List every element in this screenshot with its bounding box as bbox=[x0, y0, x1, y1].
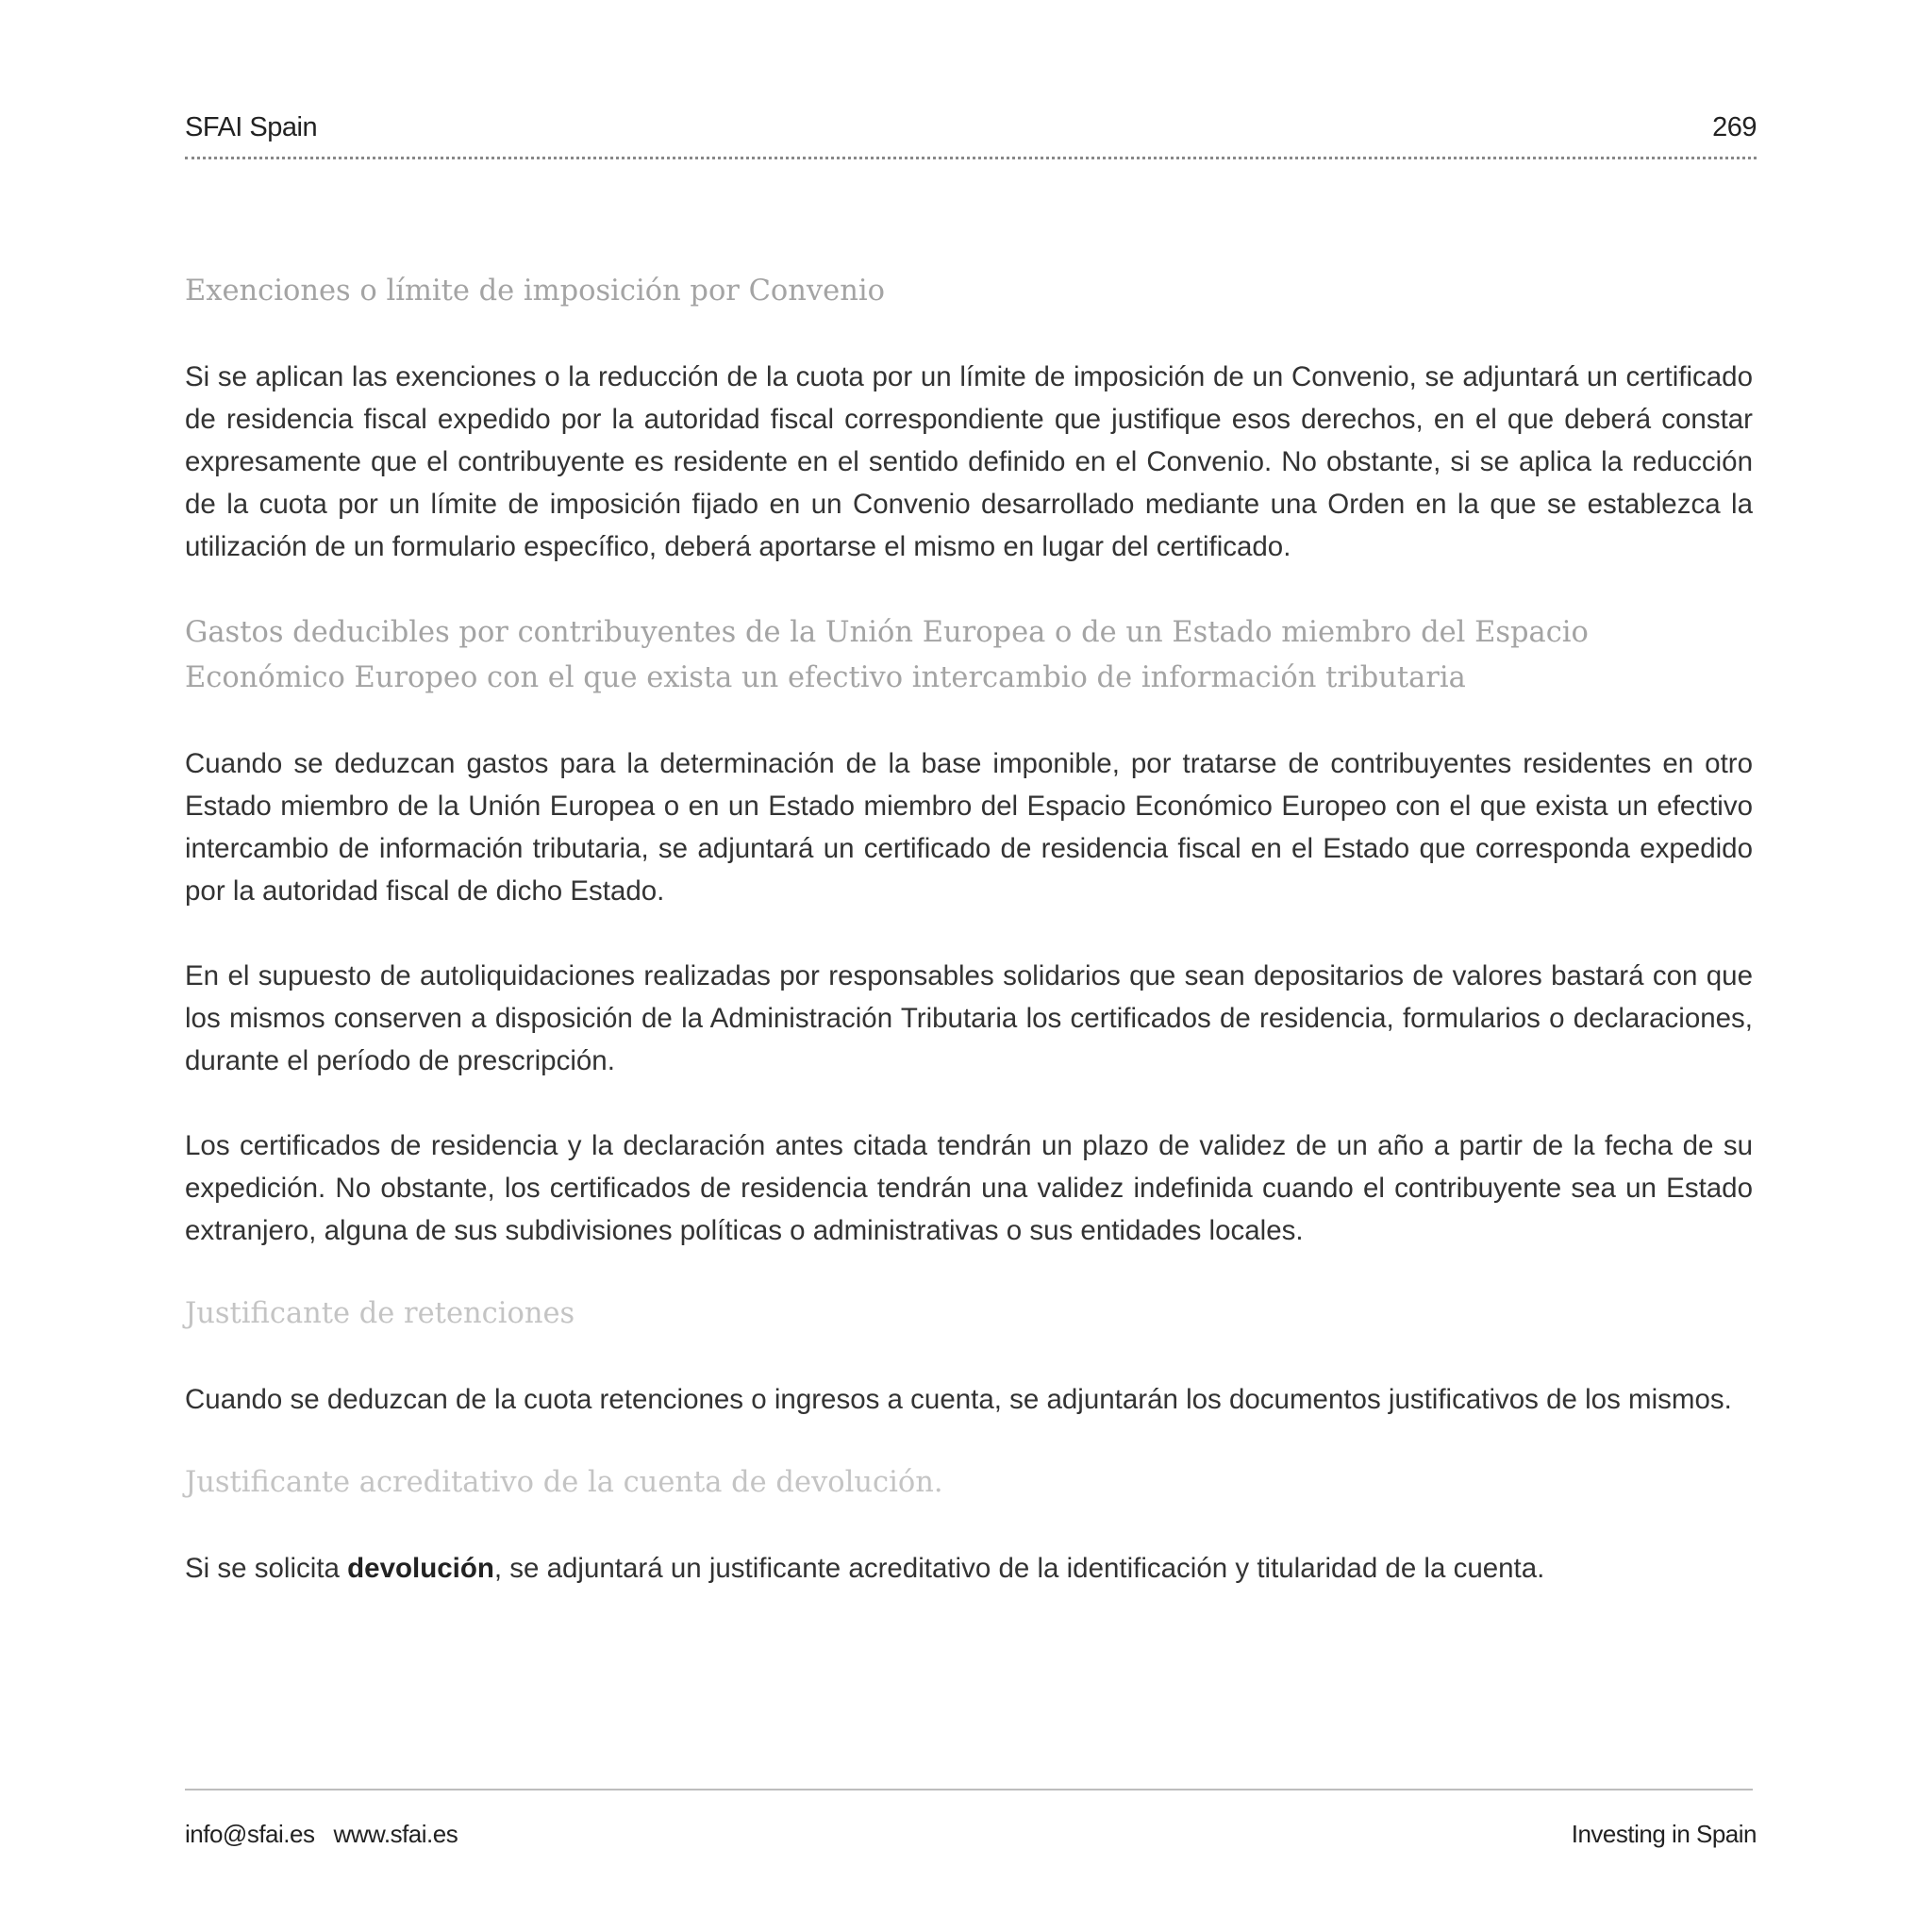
section-heading-gastos-deducibles: Gastos deducibles por contribuyentes de la Unión Europea o de un Estado miembro del Espacio Económico Europeo con el que exista un efectivo intercambio de información tributaria bbox=[185, 616, 1589, 694]
paragraph-retenciones: Cuando se deduzcan de la cuota retenciones o ingresos a cuenta, se adjuntarán los documentos justificativos de los mismos. bbox=[185, 1384, 1732, 1415]
section-heading-convenio: Exenciones o límite de imposición por Convenio bbox=[185, 275, 885, 308]
footer-contact bbox=[185, 1820, 458, 1849]
devolucion-text-end: , se adjuntará un justificante acreditativo de la identificación y titularidad de la cuenta. bbox=[493, 1553, 1545, 1584]
devolucion-bold-word: devolución bbox=[347, 1553, 494, 1584]
paragraph-devolucion bbox=[185, 1547, 1753, 1590]
page-content bbox=[185, 269, 1753, 1632]
paragraph-convenio: Si se aplican las exenciones o la reducción de la cuota por un límite de imposición de un Convenio, se adjuntará un certificado de residencia fiscal expedido por la autoridad fiscal correspondiente que justifique esos derechos, en el que deberá constar expresamente que el contribuyente es residente en el sentido definido en el Convenio. No obstante, si se aplica la reducción de la cuota por un límite de imposición fijado en un Convenio desarrollado mediante una Orden en la que se establezca la utilización de un formulario específico, deberá aportarse el mismo en lugar del certificado. bbox=[185, 361, 1753, 562]
header-divider bbox=[185, 157, 1757, 159]
footer-website: www.sfai.es bbox=[333, 1820, 458, 1848]
paragraph-gastos-3: Los certificados de residencia y la declaración antes citada tendrán un plazo de validez de un año a partir de la fecha de su expedición. No obstante, los certificados de residencia tendrán una validez indefinida cuando el contribuyente sea un Estado extranjero, alguna de sus subdivisiones políticas o administrativas o sus entidades locales. bbox=[185, 1130, 1753, 1246]
footer-divider bbox=[185, 1789, 1753, 1790]
footer-email: info@sfai.es bbox=[185, 1820, 315, 1848]
page-header bbox=[185, 106, 1757, 143]
section-heading-devolucion: Justificante acreditativo de la cuenta de devolución. bbox=[185, 1466, 943, 1499]
page-number: 269 bbox=[1712, 112, 1757, 142]
header-brand: SFAI Spain bbox=[185, 112, 318, 142]
page-footer bbox=[185, 1820, 1757, 1849]
paragraph-gastos-1: Cuando se deduzcan gastos para la determinación de la base imponible, por tratarse de contribuyentes residentes en otro Estado miembro de la Unión Europea o en un Estado miembro del Espacio Económico Europeo con el que exista un efectivo intercambio de información tributaria, se adjuntará un certificado de residencia fiscal en el Estado que corresponda expedido por la autoridad fiscal de dicho Estado. bbox=[185, 748, 1753, 907]
section-heading-retenciones: Justificante de retenciones bbox=[185, 1297, 575, 1330]
devolucion-text-start: Si se solicita bbox=[185, 1553, 348, 1584]
footer-tagline: Investing in Spain bbox=[1571, 1820, 1757, 1848]
paragraph-gastos-2: En el supuesto de autoliquidaciones realizadas por responsables solidarios que sean depositarios de valores bastará con que los mismos conserven a disposición de la Administración Tributaria los certificados de residencia, formularios o declaraciones, durante el período de prescripción. bbox=[185, 960, 1753, 1076]
